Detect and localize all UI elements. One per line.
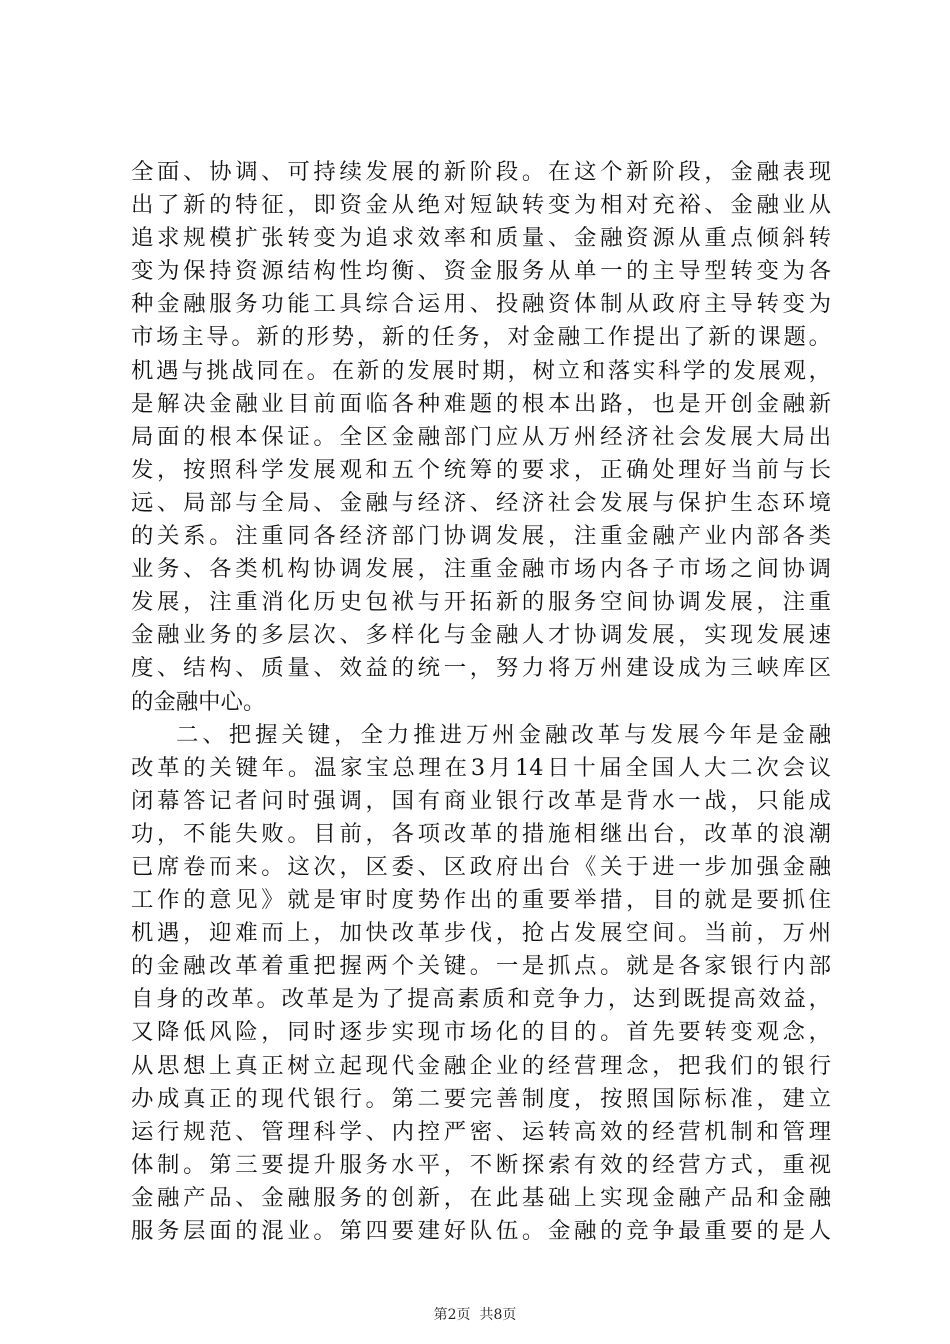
text-line: 工作的意见》就是审时度势作出的重要举措，目的就是要抓住 [131, 887, 831, 914]
text-line: 闭幕答记者问时强调，国有商业银行改革是背水一战，只能成 [131, 787, 831, 814]
text-line: 的金融中心。 [131, 688, 266, 715]
text-line: 金融业务的多层次、多样化与金融人才协调发展，实现发展速 [131, 622, 831, 649]
text-line: 改革的关键年。温家宝总理在3月14日十届全国人大二次会议 [131, 754, 831, 781]
text-line: 又降低风险，同时逐步实现市场化的目的。首先要转变观念， [131, 1019, 831, 1046]
text-line: 发展，注重消化历史包袱与开拓新的服务空间协调发展，注重 [131, 589, 831, 616]
text-line: 金融产品、金融服务的创新，在此基础上实现金融产品和金融 [131, 1184, 831, 1211]
text-line: 办成真正的现代银行。第二要完善制度，按照国际标准，建立 [131, 1085, 831, 1112]
text-line: 运行规范、管理科学、内控严密、运转高效的经营机制和管理 [131, 1118, 831, 1145]
text-line: 功，不能失败。目前，各项改革的措施相继出台，改革的浪潮 [131, 820, 831, 847]
text-line: 从思想上真正树立起现代金融企业的经营理念，把我们的银行 [131, 1052, 831, 1079]
text-line: 机遇，迎难而上，加快改革步伐，抢占发展空间。当前，万州 [131, 920, 831, 947]
body-text [131, 156, 831, 1248]
text-line: 种金融服务功能工具综合运用、投融资体制从政府主导转变为 [131, 291, 831, 318]
section-heading-line: 二、把握关键，全力推进万州金融改革与发展今年是金融 [176, 721, 831, 748]
text-line: 变为保持资源结构性均衡、资金服务从单一的主导型转变为各 [131, 258, 831, 285]
text-line: 自身的改革。改革是为了提高素质和竞争力，达到既提高效益， [131, 986, 831, 1013]
text-line: 远、局部与全局、金融与经济、经济社会发展与保护生态环境 [131, 489, 831, 516]
text-line: 的关系。注重同各经济部门协调发展，注重金融产业内部各类 [131, 523, 831, 550]
text-line: 局面的根本保证。全区金融部门应从万州经济社会发展大局出 [131, 423, 831, 450]
text-line: 全面、协调、可持续发展的新阶段。在这个新阶段，金融表现 [131, 159, 831, 185]
text-line: 市场主导。新的形势，新的任务，对金融工作提出了新的课题。 [131, 324, 831, 351]
text-line: 体制。第三要提升服务水平，不断探索有效的经营方式，重视 [131, 1151, 831, 1178]
text-line: 发，按照科学发展观和五个统筹的要求，正确处理好当前与长 [131, 456, 831, 483]
text-line: 已席卷而来。这次，区委、区政府出台《关于进一步加强金融 [131, 853, 831, 880]
text-line: 服务层面的混业。第四要建好队伍。金融的竞争最重要的是人 [131, 1218, 831, 1244]
page-number-footer: 第2页 共8页 [433, 1307, 517, 1323]
text-line: 出了新的特征，即资金从绝对短缺转变为相对充裕、金融业从 [131, 192, 831, 219]
text-line: 追求规模扩张转变为追求效率和质量、金融资源从重点倾斜转 [131, 225, 831, 252]
text-line: 机遇与挑战同在。在新的发展时期，树立和落实科学的发展观， [131, 357, 831, 384]
text-line: 的金融改革着重把握两个关键。一是抓点。就是各家银行内部 [131, 953, 831, 980]
text-line: 是解决金融业目前面临各种难题的根本出路，也是开创金融新 [131, 390, 831, 417]
text-line: 业务、各类机构协调发展，注重金融市场内各子市场之间协调 [131, 556, 831, 583]
text-line: 度、结构、质量、效益的统一，努力将万州建设成为三峡库区 [131, 655, 831, 682]
